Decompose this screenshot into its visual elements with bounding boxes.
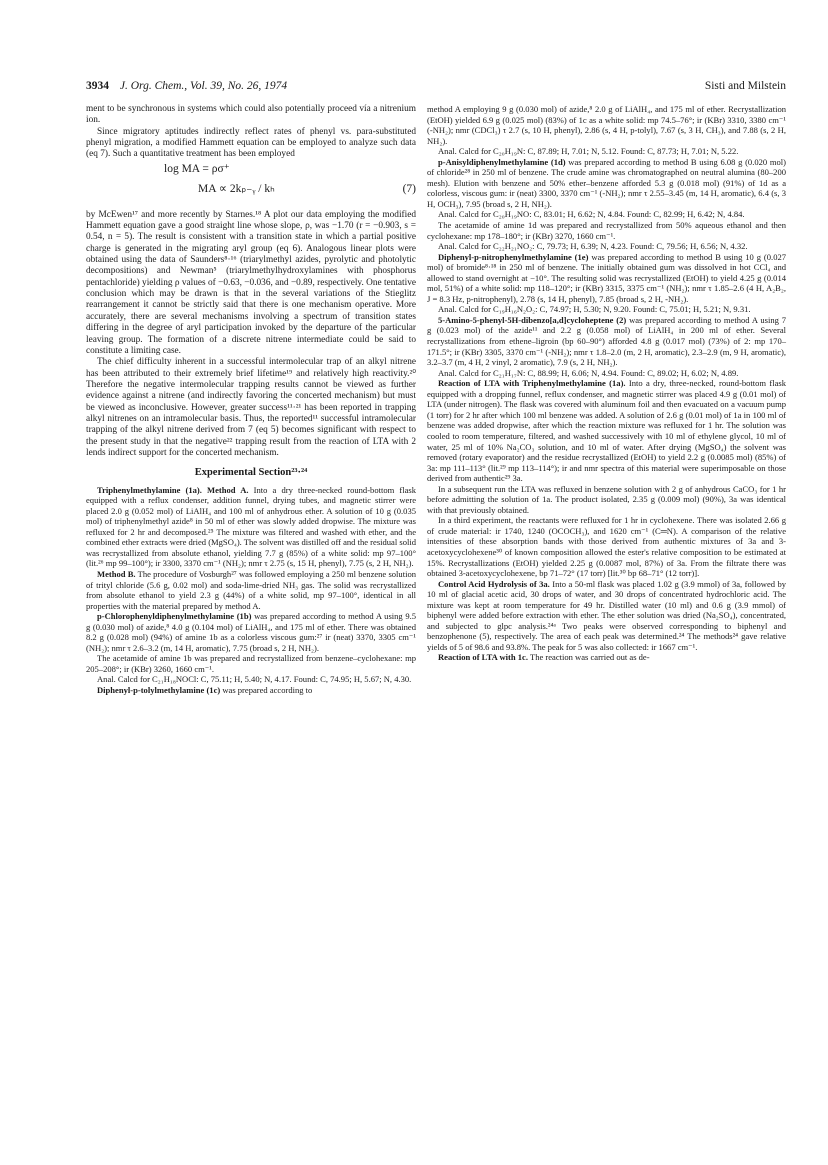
page-number: 3934	[86, 80, 109, 92]
paragraph	[427, 652, 786, 663]
paragraph: Since migratory aptitudes indirectly reflect rates of phenyl vs. para-substituted phenyl migration, a modified Hammett equation can be employed to analyze such data (eq 7). Such a quantitative treatment has been employed	[86, 126, 416, 160]
compound-heading: Reaction of LTA with 1c.	[438, 652, 528, 663]
paragraph-body: The procedure of Vosburgh²⁷ was followed employing a 250 ml benzene solution of trityl chloride (5.6 g, 0.02 mol) and soda-lime-dried NH₃ gas. The solid was recrystallized from absolute ethanol to yield 2.3 g (44%) of a white solid, mp 97–100°, identical in all properties with the material prepared by method A.	[86, 569, 416, 611]
header-authors: Sisti and Milstein	[704, 80, 786, 92]
paragraph	[427, 579, 786, 653]
paragraph-body: was prepared according to method A using 9.5 g (0.030 mol) of azide,⁸ 4.0 g (0.104 mol) of LiAlH₄, and 175 ml of ether. There was obtained 8.2 g (0.028 mol) (94%) of amine 1b as a colorless viscous gum:²⁷ ir (neat) 3370, 3305 cm⁻¹ (NH₂); nmr τ 2.6–3.2 (m, 14 H, aromatic), 7.75 (broad s, 2 H, NH₂).	[86, 611, 416, 653]
equation-line: MA ∝ 2kₚ₋ᵧ / kₕ	[198, 182, 275, 195]
paragraph: ment to be synchronous in systems which could also potentially proceed vía a nitrenium ion.	[86, 104, 416, 126]
paragraph	[427, 252, 786, 305]
equation-line: log MA = ρσ⁺	[164, 162, 230, 175]
paragraph: In a subsequent run the LTA was refluxed in benzene solution with 2 g of anhydrous CaCO₃ for 1 hr before admitting the solution of 1a. The product isolated, 2.35 g (0.009 mol) (90%), 3a was identical with that previously obtained.	[427, 483, 786, 515]
paragraph-body: was prepared according to method B using 6.08 g (0.020 mol) of chloride²⁸ in 250 ml of benzene. The crude amine was chromatographed on neutral alumina (80–200 mesh). Elution with benzene and 50% ether–benzene afforded 5.3 g (0.018 mol) (91%) of 1d as a colorless, viscous gum: ir (neat) 3300, 3370 cm⁻¹ (-NH₂); nmr τ 2.55–3.45 (m, 14 H, aromatic), 6.4 (s, 3 H, OCH₃), 7.95 (broad s, 2 H, NH₂).	[427, 156, 786, 209]
paragraph: Anal. Calcd for C₂₁H₁₇N: C, 88.99; H, 6.06; N, 4.94. Found: C, 89.02; H, 6.02; N, 4.89.	[438, 367, 739, 378]
paragraph: Anal. Calcd for C₂₀H₁₉NO: C, 83.01; H, 6.62; N, 4.84. Found: C, 82.99; H, 6.42; N, 4.84.	[438, 209, 745, 220]
paragraph: The acetamide of amine 1b was prepared and recrystallized from benzene–cyclohexane: mp 205–208°; ir (KBr) 3260, 1660 cm⁻¹.	[86, 653, 416, 674]
compound-heading: 5-Amino-5-phenyl-5H-dibenzo[a,d]cycloheptene (2)	[438, 314, 627, 325]
paragraph: Anal. Calcd for C₂₂H₂₁NO₂: C, 79.73; H, 6.39; N, 4.23. Found: C, 79.56; H, 6.56; N, 4.32.	[438, 241, 748, 252]
journal-citation: J. Org. Chem., Vol. 39, No. 26, 1974	[119, 80, 288, 92]
paragraph-body: Into a 50-ml flask was placed 1.02 g (3.9 mmol) of 3a, followed by 10 ml of glacial acetic acid, 30 drops of water, and 30 drops of concentrated hydrochloric acid. The mixture was kept at room temperature for 49 hr. Distilled water (10 ml) and 0.6 g (3.9 mmol) of biphenyl were added before extraction with ether. The ether solution was dried (Na₂SO₄), concentrated, and subjected to glpc analysis.²⁴ᵃ Two peaks were observed corresponding to biphenyl and benzophenone (5), respectively. The area of each peak was determined.²⁴ The methods²⁴ gave relative yields of 5 of 98.6 and 93.8%. The peak for 5 was also collected: ir 1667 cm⁻¹.	[427, 578, 786, 652]
paragraph: The acetamide of amine 1d was prepared and recrystallized from 50% aqueous ethanol and then cyclohexane: mp 178–180°; ir (KBr) 3270, 1660 cm⁻¹.	[427, 220, 786, 241]
header-left	[86, 80, 287, 92]
paragraph-body: The reaction was carried out as de-	[529, 652, 650, 663]
equation-number: (7)	[402, 182, 416, 195]
compound-heading: Method B.	[97, 569, 136, 579]
experimental-text	[86, 485, 416, 696]
paragraph	[86, 485, 416, 569]
paragraph: by McEwen¹⁷ and more recently by Starnes.¹⁸ A plot our data employing the modified Hammett equation gave a good straight line whose slope, ρ, was −1.70 (r = −0.903, s = 0.54, n = 5). The result is consistent with a transition state in which a partial positive charge is generated in the migrating aryl group (eq 6). Analogous linear plots were obtained using the data of Saunders⁸·¹⁶ (triarylmethyl azides, pyrolytic and photolytic decompositions) and Newman⁵ (triarylmethylhydroxylamines with phosphorus pentachloride) yielding ρ values of −0.63, −0.036, and −0.89, respectively. One tentative conclusion which may be drawn is that in the several variations of the Stieglitz rearrangement it cannot be strictly said that there is one mechanism operative. More accurately, there are several mechanisms involving a spectrum of transition states differing in the degree of aryl participation invoked by the departure of the particular leaving group. The formation of a discrete nitrene intermediate could be said to constitute a limiting case.	[86, 209, 416, 356]
running-header	[86, 80, 786, 96]
compound-heading: Triphenylmethylamine (1a). Method A.	[97, 484, 249, 495]
paragraph: Anal. Calcd for C₁₉H₁₆N₂O₂: C, 74.97; H, 5.30; N, 9.20. Found: C, 75.01; H, 5.21; N, 9.31.	[438, 304, 751, 315]
paragraph: Anal. Calcd for C₂₁H₁₈NOCl: C, 75.11; H, 5.40; N, 4.17. Found: C, 74.95; H, 5.67; N, 4.30.	[97, 674, 412, 685]
paragraph: method A employing 9 g (0.030 mol) of azide,⁸ 2.0 g of LiAlH₄, and 175 ml of ether. Recrystallization (EtOH) yielded 6.9 g (0.025 mol) (83%) of 1c as a white solid: mp 74.5–76°; ir (KBr) 3310, 3380 cm⁻¹ (-NH₂); nmr (CDCl₃) τ 2.7 (s, 10 H, phenyl), 2.86 (s, 4 H, p-tolyl), 7.67 (s, 3 H, CH₃), and 7.88 (s, 2 H, NH₂).	[427, 104, 786, 146]
left-column	[86, 104, 416, 696]
section-heading: Experimental Section²³·²⁴	[194, 467, 308, 479]
paragraph-body: was prepared according to method A using 7 g (0.023 mol) of the azide¹¹ and 2.2 g (0.058 mol) of LiAlH₄ in 200 ml of ether. Several recrystallizations from ethene–ligroin (bp 60–90°) afforded 4.8 g (0.017 mol) (73%) of 2: mp 170–171.5°; ir (KBr) 3305, 3370 cm⁻¹ (-NH₂); nmr τ 1.8–2.0 (m, 2 H, aromatic), 2.3–2.9 (m, 9 H, aromatic), 3.2–3.7 (m, 4 H, 2 vinyl, 2 aromatic), 7.9 (s, 2 H, NH₂).	[427, 314, 786, 368]
equation-7	[86, 164, 416, 206]
paragraph	[86, 569, 416, 611]
compound-heading: Reaction of LTA with Triphenylmethylamine (1a).	[438, 378, 626, 389]
compound-heading: p-Anisyldiphenylmethylamine (1d)	[438, 156, 566, 167]
right-column	[427, 104, 786, 663]
compound-heading: p-Chlorophenyldiphenylmethylamine (1b)	[97, 611, 252, 622]
paragraph	[86, 685, 416, 696]
paragraph	[86, 611, 416, 653]
paragraph-body: was prepared according to method B using 10 g (0.027 mol) of bromide⁸·¹⁸ in 250 ml of benzene. The initially obtained gum was dissolved in hot CCl₄ and allowed to stand overnight at −10°. The resulting solid was recrystallized (EtOH) to yield 4.25 g (0.014 mol, 51%) of a white solid: mp 118–120°; ir (KBr) 3315, 3375 cm⁻¹ (NH₂); nmr τ 1.85–2.6 (4 H, A₂B₂, J = 8.3 Hz, p-nitrophenyl), 2.78 (s, 14 H, phenyl), 7.85 (broad s, 2 H, -NH₂).	[427, 251, 787, 304]
compound-heading: Diphenyl-p-tolylmethylamine (1c)	[97, 685, 221, 696]
paragraph	[427, 315, 786, 368]
paragraph: The chief difficulty inherent in a successful intermolecular trap of an alkyl nitrene has been attributed to their extremely brief lifetime¹⁹ and relatively high reactivity.²⁰ Therefore the negative intermolecular trapping results cannot be viewed as further evidence against a nitrene (and indirectly favoring the concerted mechanism) but must be viewed as inconclusive. However, greater success¹¹·²¹ has been reported in trapping alkyl nitrenes on an intramolecular basis. Thus, the reported¹¹ successful intramolecular trapping of the alkyl nitrene derived from 7 (eq 5) becomes significant with respect to the present study in that the negative²² trapping result from the reaction of LTA with 2 lends indirect support for the concerted mechanism.	[86, 357, 416, 458]
paragraph: Anal. Calcd for C₂₀H₁₉N: C, 87.89; H, 7.01; N, 5.12. Found: C, 87.73; H, 7.01; N, 5.22.	[438, 146, 739, 157]
compound-heading: Diphenyl-p-nitrophenylmethylamine (1e)	[438, 251, 589, 262]
compound-heading: Control Acid Hydrolysis of 3a.	[438, 578, 550, 589]
paragraph-body: Into a dry, three-necked, round-bottom flask equipped with a dropping funnel, reflux condenser, and magnetic stirrer was placed 4.9 g (0.01 mol) of LTA (under nitrogen). The flask was covered with aluminum foil and then evacuated on a vacuum pump (1 torr) for 2 hr after which 100 ml benzene was added. A solution of 2.6 g (0.01 mol) of 1a in 100 ml of benzene was added dropwise, after which the reaction mixture was refluxed for 1 hr. The solution was cooled to room temperature, filtered, and washed successively with 10 ml of ethylene glycol, 10 ml of water, 25 ml of 10% Na₂CO₃ solution, and 10 ml of water. After drying (MgSO₄) the solvent was removed (rotary evaporator) and the residue recrystallized (EtOH) to yield 2.2 g (0.0085 mol) (85%) of 3a: mp 111–113° (lit.²⁹ mp 113–114°); ir and nmr spectra of this material were superimposable on those derived from authentic²⁹ 3a.	[427, 378, 786, 484]
paragraph-body: Into a dry three-necked round-bottom flask equipped with a reflux condenser, addition funnel, drying tubes, and magnetic stirrer were placed 2.0 g (0.052 mol) of LiAlH₄ and 100 ml of anhydrous ether. A solution of 10 g (0.035 mol) of triphenylmethyl azide⁸ in 50 ml of ether was slowly added dropwise. The mixture was refluxed for 2 hr and decomposed.²⁵ The mixture was filtered and washed with ether, and the combined ether extracts were dried (MgSO₄). The solvent was distilled off and the residual solid was recrystallized from absolute ethanol, yielding 7.7 g (85%) of a white solid: mp 97–100° (lit.²⁶ mp 99–100°); ir 3300, 3370 cm⁻¹ (NH₂); nmr τ 2.75 (s, 15 H, phenyl), 7.75 (s, 2 H, NH₂).	[86, 484, 417, 569]
paragraph-body: was prepared according to	[222, 685, 313, 696]
paragraph: In a third experiment, the reactants were refluxed for 1 hr in cyclohexene. There was isolated 2.66 g of crude material: ir 1740, 1240 (OCOCH₃), and 1620 cm⁻¹ (C═N). A comparison of the relative intensities of these absorption bands with those derived from authentic mixtures of 3a and 3-acetoxycyclohexene³⁰ of known composition allowed the ester's relative composition to be estimated at 15%. Recrystallizations (EtOH) yielded 2.25 g (0.0087 mol, 87%) of 3a. From the filtrate there was obtained 3-acetoxycyclohexene, bp 71–72° (17 torr) [lit.³⁰ bp 68–71° (12 torr)].	[427, 515, 786, 579]
paragraph	[427, 378, 786, 483]
paragraph	[427, 157, 786, 210]
